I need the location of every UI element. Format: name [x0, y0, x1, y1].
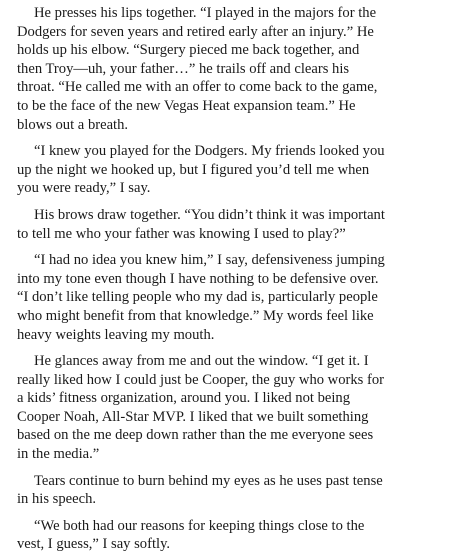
text-line: “We both had our reasons for keeping things close to the — [34, 517, 365, 534]
text-line: up the night we hooked up, but I figured you’d tell me when — [17, 161, 370, 178]
paragraph-3 — [17, 206, 437, 243]
text-line: a kids’ fitness organization, around you. I liked not being — [17, 390, 351, 407]
text-line: “I don’t like telling people who my dad is, particularly people — [17, 289, 378, 306]
text-line: His brows draw together. “You didn’t think it was important — [34, 206, 385, 223]
text-line: He glances away from me and out the window. “I get it. I — [34, 353, 369, 370]
text-line: based on the me deep down rather than the me everyone sees — [17, 427, 374, 444]
text-line: Tears continue to burn behind my eyes as he uses past tense — [34, 472, 383, 489]
text-line: in the media.” — [17, 446, 100, 463]
paragraph-2 — [17, 142, 437, 198]
text-line: Dodgers for seven years and retired early after an injury.” He — [17, 23, 374, 40]
text-line: “I knew you played for the Dodgers. My friends looked you — [34, 143, 385, 160]
paragraph-1 — [17, 4, 437, 134]
paragraph-6 — [17, 472, 437, 509]
text-line: to be the face of the new Vegas Heat expansion team.” He — [17, 97, 356, 114]
text-line: to tell me who your father was knowing I used to play?” — [17, 225, 346, 242]
text-line: Cooper Noah, All-Star MVP. I liked that we built something — [17, 408, 369, 425]
paragraph-4 — [17, 251, 437, 344]
text-line: who might benefit from that knowledge.” My words feel like — [17, 307, 374, 324]
text-line: throat. “He called me with an offer to come back to the game, — [17, 79, 378, 96]
text-line: He presses his lips together. “I played in the majors for the — [34, 5, 377, 21]
text-line: in his speech. — [17, 491, 97, 508]
text-line: really liked how I could just be Cooper, the guy who works for — [17, 371, 385, 388]
text-line: “I had no idea you knew him,” I say, defensiveness jumping — [34, 252, 385, 269]
text-line: then Troy—uh, your father…” he trails off and clears his — [17, 60, 350, 77]
paragraph-7 — [17, 517, 437, 554]
text-line: blows out a breath. — [17, 116, 129, 133]
paragraph-5 — [17, 352, 437, 464]
text-line: into my tone even though I have nothing to be defensive over. — [17, 270, 379, 287]
text-line: you were ready,” I say. — [17, 180, 151, 197]
text-line: vest, I guess,” I say softly. — [17, 536, 171, 553]
text-line: holds up his elbow. “Surgery pieced me back together, and — [17, 42, 360, 59]
text-line: heavy weights leaving my mouth. — [17, 326, 215, 343]
